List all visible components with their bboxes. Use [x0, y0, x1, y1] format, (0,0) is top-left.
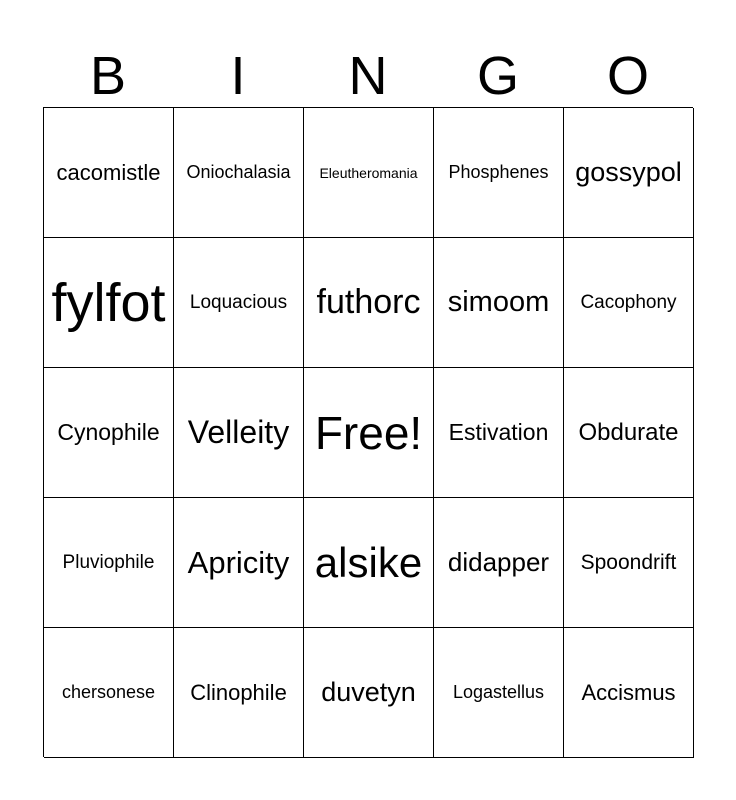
bingo-cell[interactable]: Cacophony [564, 238, 694, 368]
bingo-cell[interactable]: Oniochalasia [174, 108, 304, 238]
bingo-cell[interactable]: gossypol [564, 108, 694, 238]
bingo-cell[interactable]: Spoondrift [564, 498, 694, 628]
bingo-cell[interactable]: Logastellus [434, 628, 564, 758]
bingo-cell[interactable]: Cynophile [44, 368, 174, 498]
bingo-cell[interactable]: Eleutheromania [304, 108, 434, 238]
bingo-cell[interactable]: Estivation [434, 368, 564, 498]
header-letter-b: B [89, 46, 127, 106]
bingo-cell[interactable]: Obdurate [564, 368, 694, 498]
bingo-cell[interactable]: Pluviophile [44, 498, 174, 628]
bingo-cell[interactable]: fylfot [44, 238, 174, 368]
bingo-cell[interactable]: Clinophile [174, 628, 304, 758]
bingo-cell[interactable]: simoom [434, 238, 564, 368]
bingo-board [43, 107, 693, 757]
free-space-cell[interactable]: Free! [304, 368, 434, 498]
bingo-cell[interactable]: didapper [434, 498, 564, 628]
bingo-cell[interactable]: Loquacious [174, 238, 304, 368]
header-letter-o: O [606, 46, 649, 106]
header-letter-g: G [476, 46, 519, 106]
bingo-cell[interactable]: Velleity [174, 368, 304, 498]
header-letter-n: N [348, 46, 388, 106]
bingo-cell[interactable]: alsike [304, 498, 434, 628]
bingo-cell[interactable]: duvetyn [304, 628, 434, 758]
bingo-header [43, 44, 693, 108]
bingo-cell[interactable]: Accismus [564, 628, 694, 758]
header-letter-i: I [230, 46, 246, 106]
bingo-cell[interactable]: futhorc [304, 238, 434, 368]
bingo-cell[interactable]: cacomistle [44, 108, 174, 238]
bingo-cell[interactable]: chersonese [44, 628, 174, 758]
bingo-cell[interactable]: Apricity [174, 498, 304, 628]
bingo-cell[interactable]: Phosphenes [434, 108, 564, 238]
